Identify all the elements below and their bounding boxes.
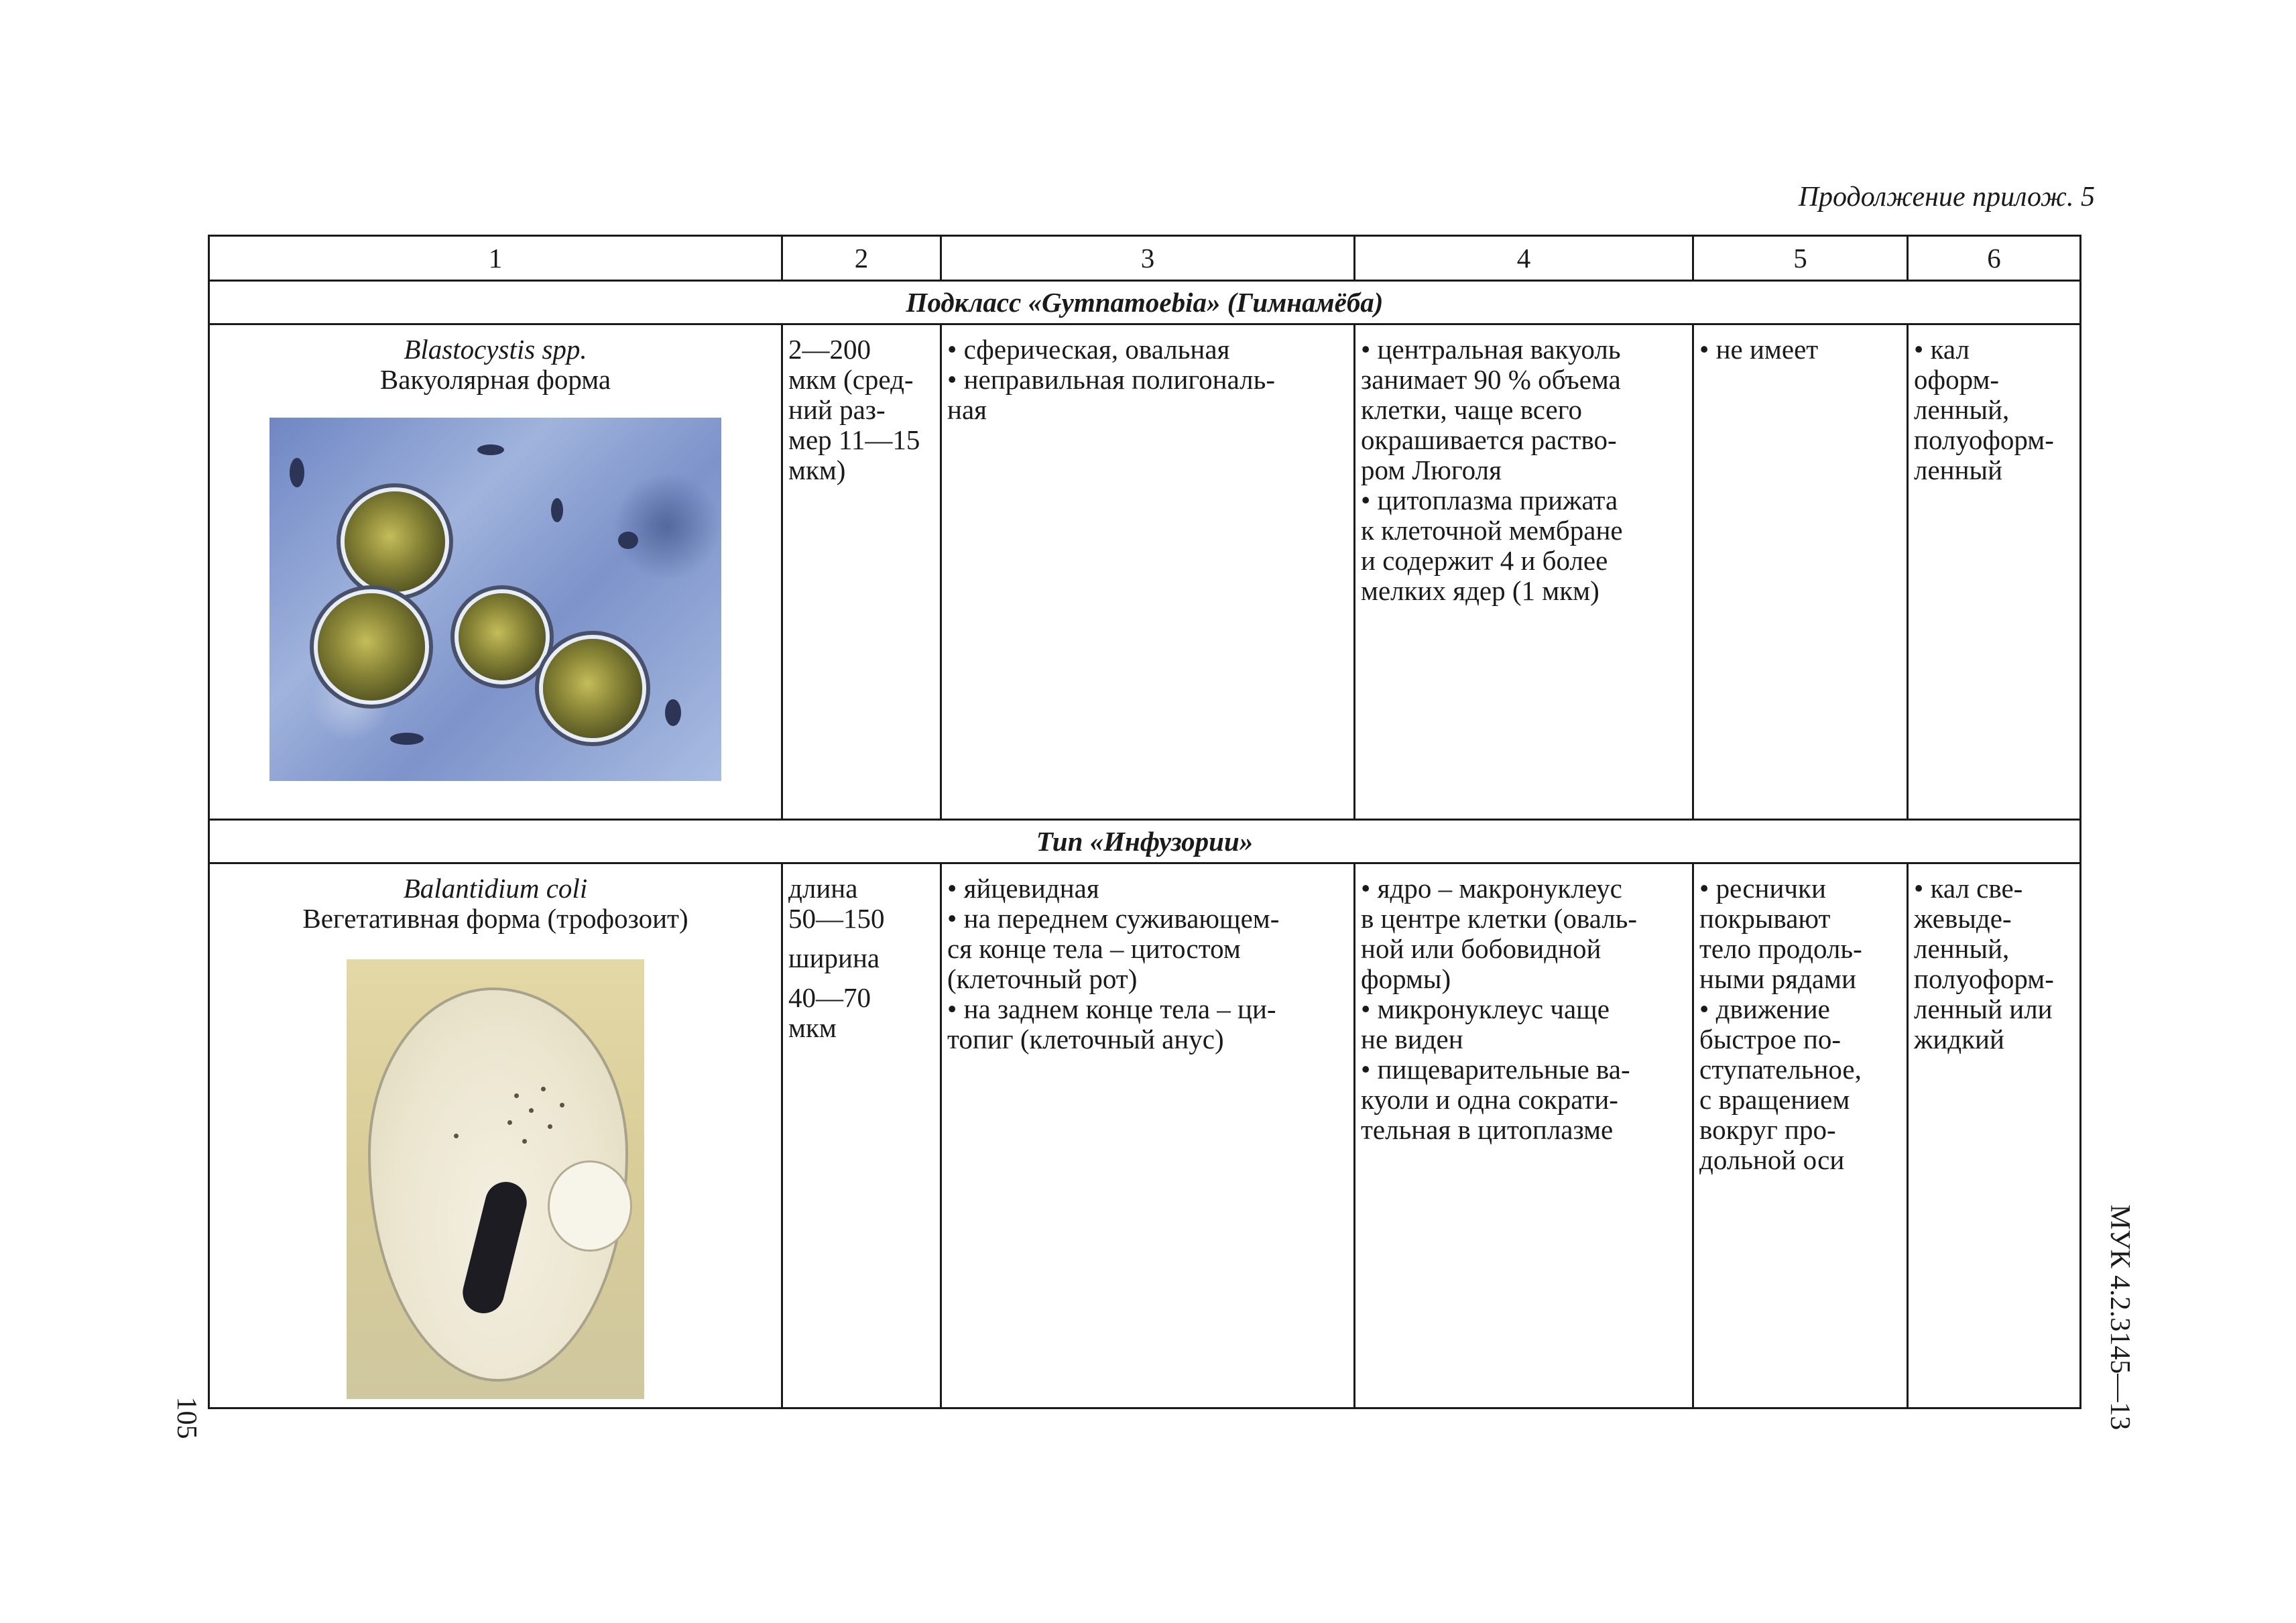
text-line: • яйцевидная [947,873,1099,904]
text-line: дольной оси [1699,1144,1845,1175]
column-header-2: 2 [782,236,941,281]
size-length-value: 50—150 [788,903,885,934]
text-line: окрашивается раство- [1361,424,1617,455]
text-line: мелких ядер (1 мкм) [1361,575,1599,606]
organism-cell [209,863,782,1408]
organism-name: Balantidium coli [403,873,588,904]
text-line: жидкий [1914,1024,2004,1055]
text-line: • на заднем конце тела – ци- [947,994,1276,1024]
text-line: • пищеварительные ва- [1361,1054,1630,1085]
parasite-table [208,235,2081,1409]
size-unit: мкм [788,1012,837,1043]
text-line: • ядро – макронуклеус [1361,873,1622,904]
organism-form: Вакуолярная форма [379,364,611,395]
text-line: тельная в цитоплазме [1361,1114,1614,1145]
column-header-1: 1 [209,236,782,281]
text-line: куоли и одна сократи- [1361,1084,1618,1115]
section-title-gymnamoebia: Подкласс «Gymnamoebia» (Гимнамёба) [209,281,2081,324]
structure-cell [1355,324,1693,820]
text-line: вокруг про- [1699,1114,1836,1145]
text-line: • микронуклеус чаще [1361,994,1610,1024]
text-line: клетки, чаще всего [1361,394,1583,425]
material-cell [1908,324,2081,820]
text-line: ными рядами [1699,963,1856,994]
shape-cell [941,863,1355,1408]
size-line: 2—200 [788,334,871,365]
organism-cell [209,324,782,820]
text-line: • неправильная полигональ- [947,364,1275,395]
text-line: • сферическая, овальная [947,334,1230,365]
text-line: жевыде- [1914,903,2012,934]
text-line: • на переднем суживающем- [947,903,1280,934]
text-line: оформ- [1914,364,2000,395]
text-line: к клеточной мембране [1361,515,1623,546]
text-line: ленный, [1914,933,2010,964]
size-width-value: 40—70 [788,982,871,1013]
text-line: ся конце тела – цитостом [947,933,1241,964]
structure-cell [1355,863,1693,1408]
size-cell [782,863,941,1408]
text-line: • движение [1699,994,1830,1024]
text-line: ленный, [1914,394,2010,425]
text-line: • кал све- [1914,873,2023,904]
text-line: ной или бобовидной [1361,933,1602,964]
text-line: не виден [1361,1024,1463,1055]
text-line: полуоформ- [1914,963,2054,994]
text-line: покрывают [1699,903,1831,934]
text-line: в центре клетки (оваль- [1361,903,1638,934]
text-line: ная [947,394,987,425]
section-header-row [209,281,2081,324]
section-header-row [209,820,2081,863]
section-title-infusoria: Тип «Инфузории» [209,820,2081,863]
text-line: с вращением [1699,1084,1850,1115]
organelles-cell [1693,863,1908,1408]
text-line: • кал [1914,334,1970,365]
organelles-cell [1693,324,1908,820]
blastocystis-micrograph [269,418,721,781]
text-line: полуоформ- [1914,424,2054,455]
size-cell [782,324,941,820]
document-code: МУК 4.2.3145—13 [2104,1204,2135,1431]
text-line: быстрое по- [1699,1024,1841,1055]
text-line: формы) [1361,963,1451,994]
column-header-3: 3 [941,236,1355,281]
balantidium-micrograph [347,959,644,1399]
text-line: • цитоплазма прижата [1361,485,1618,516]
material-cell [1908,863,2081,1408]
size-length-label: длина [788,873,858,904]
organism-form: Вегетативная форма (трофозоит) [302,903,688,934]
running-title: Продолжение прилож. 5 [1798,182,2095,213]
text-line: ром Люголя [1361,455,1502,485]
text-line: топиг (клеточный анус) [947,1024,1224,1055]
size-line: мкм (сред- [788,364,914,395]
page-number: 105 [171,1396,202,1439]
column-number-row [209,236,2081,281]
column-header-4: 4 [1355,236,1693,281]
shape-cell [941,324,1355,820]
text-line: тело продоль- [1699,933,1862,964]
column-header-6: 6 [1908,236,2081,281]
table-row [209,863,2081,1408]
column-header-5: 5 [1693,236,1908,281]
size-line: мер 11—15 [788,424,920,455]
table-row [209,324,2081,820]
text-line: • не имеет [1699,334,1819,365]
size-line: ний раз- [788,394,886,425]
text-line: ленный [1914,455,2003,485]
text-line: ступательное, [1699,1054,1862,1085]
size-width-label: ширина [788,943,880,973]
size-line: мкм) [788,455,846,485]
text-line: занимает 90 % объема [1361,364,1621,395]
text-line: и содержит 4 и более [1361,545,1608,576]
text-line: (клеточный рот) [947,963,1138,994]
text-line: ленный или [1914,994,2053,1024]
organism-name: Blastocystis spp. [404,334,587,365]
text-line: • реснички [1699,873,1826,904]
text-line: • центральная вакуоль [1361,334,1621,365]
